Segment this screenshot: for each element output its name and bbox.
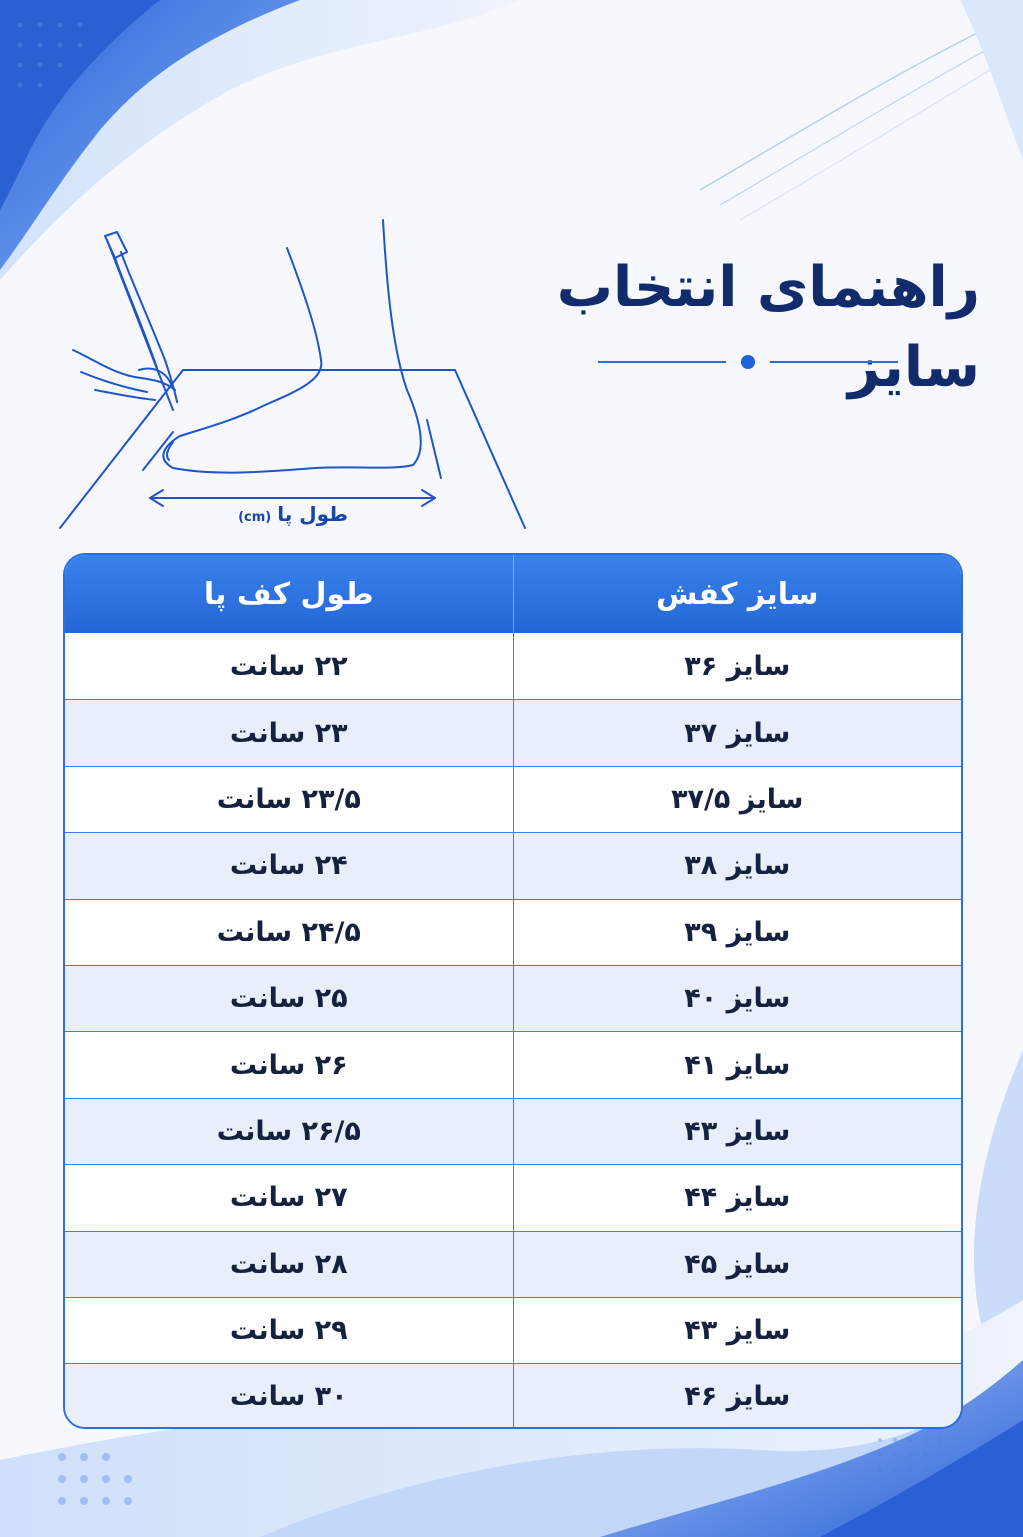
table-row [65, 1164, 961, 1230]
shoe-size-cell: سایز ۴۵ [513, 1232, 962, 1297]
shoe-size-cell: سایز ۴۱ [513, 1032, 962, 1097]
header-shoe-size: سایز کفش [513, 555, 962, 633]
foot-length-cell: ۲۴ سانت [229, 850, 348, 882]
table-row [65, 766, 961, 832]
shoe-size-cell: سایز ۴۶ [513, 1364, 962, 1429]
table-row [65, 1031, 961, 1097]
table-row [65, 832, 961, 898]
table-row [65, 1231, 961, 1297]
foot-length-cell: ۲۲ سانت [229, 650, 348, 682]
table-header [65, 555, 961, 633]
foot-length-cell: ۲۵ سانت [229, 983, 348, 1015]
foot-length-cell: ۲۳/۵ سانت [216, 783, 361, 815]
foot-length-cell: ۲۳ سانت [229, 717, 348, 749]
table-row [65, 633, 961, 699]
table-row [65, 965, 961, 1031]
foot-length-cell: ۲۸ سانت [229, 1248, 348, 1280]
foot-length-unit: (cm) [238, 510, 272, 525]
shoe-size-cell: سایز ۳۹ [513, 900, 962, 965]
shoe-size-cell: سایز ۴۰ [513, 966, 962, 1031]
foot-length-cell: ۲۶ سانت [229, 1049, 348, 1081]
shoe-size-cell: سایز ۳۷/۵ [513, 767, 962, 832]
size-table [63, 553, 963, 1429]
foot-length-cell: ۲۹ سانت [229, 1315, 348, 1347]
shoe-size-cell: سایز ۴۳ [513, 1298, 962, 1363]
foot-measure-illustration [55, 210, 535, 540]
table-row [65, 1297, 961, 1363]
title-divider [598, 352, 898, 372]
shoe-size-cell: سایز ۴۴ [513, 1165, 962, 1230]
foot-length-label [228, 502, 358, 532]
table-row [65, 1363, 961, 1429]
header-foot-length: طول کف پا [203, 576, 374, 612]
shoe-size-cell: سایز ۳۸ [513, 833, 962, 898]
foot-length-text: طول پا [277, 502, 348, 526]
shoe-size-cell: سایز ۴۳ [513, 1099, 962, 1164]
shoe-size-cell: سایز ۳۷ [513, 700, 962, 765]
foot-length-cell: ۲۷ سانت [229, 1182, 348, 1214]
table-row [65, 1098, 961, 1164]
foot-length-cell: ۲۶/۵ سانت [216, 1115, 361, 1147]
foot-length-cell: ۳۰ سانت [229, 1381, 348, 1413]
table-row [65, 899, 961, 965]
table-row [65, 699, 961, 765]
shoe-size-cell: سایز ۳۶ [513, 633, 962, 699]
table-body [65, 633, 961, 1429]
page-title: راهنمای انتخاب سایز [556, 255, 980, 400]
foot-length-cell: ۲۴/۵ سانت [216, 916, 361, 948]
